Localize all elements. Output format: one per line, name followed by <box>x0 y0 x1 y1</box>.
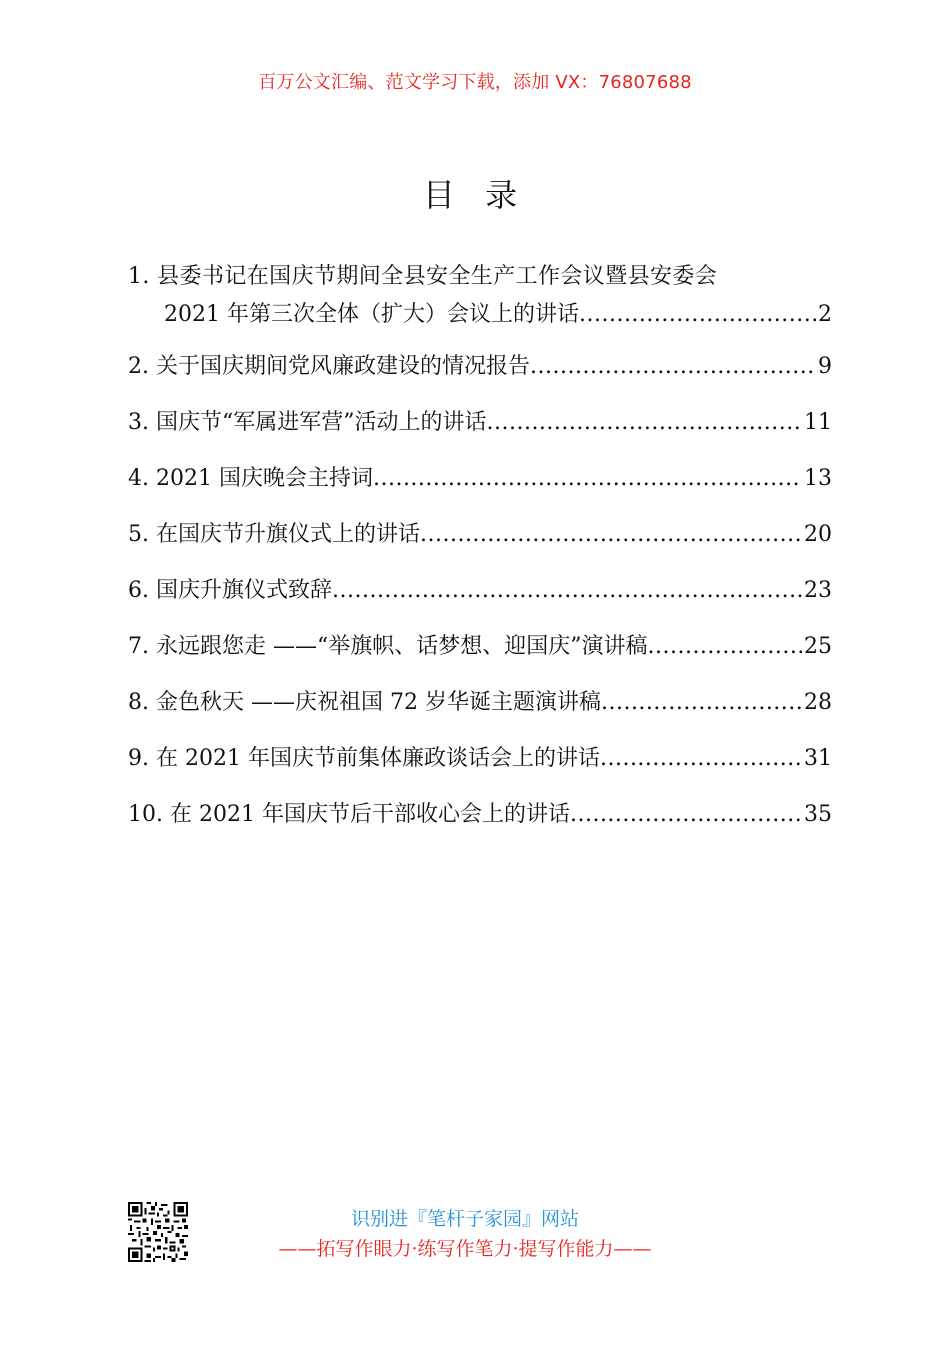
toc-entry[interactable] <box>128 572 832 610</box>
toc-leader-dots <box>420 516 802 554</box>
toc-entry-text: 7. 永远跟您走 ——“举旗帜、话梦想、迎国庆”演讲稿 <box>128 634 648 659</box>
toc-page-number: 23 <box>804 578 832 603</box>
toc-entry-text-line1: 1. 县委书记在国庆节期间全县安全生产工作会议暨县安委会 <box>128 264 718 289</box>
toc-entry-text: 3. 国庆节“军属进军营”活动上的讲话 <box>128 410 487 435</box>
toc-entry-text: 5. 在国庆节升旗仪式上的讲话 <box>128 522 420 547</box>
toc-entry-text: 10. 在 2021 年国庆节后干部收心会上的讲话 <box>128 802 570 827</box>
toc-leader-dots <box>601 684 802 722</box>
footer-slogan: ——拓写作眼力·练写作笔力·提写作能力—— <box>278 1238 652 1260</box>
toc-leader-dots <box>600 740 802 778</box>
toc-page-number: 31 <box>804 746 832 771</box>
toc-entry[interactable] <box>128 404 832 442</box>
toc-entry[interactable] <box>128 628 832 666</box>
toc-entry[interactable] <box>128 740 832 778</box>
toc-entry-text: 9. 在 2021 年国庆节前集体廉政谈话会上的讲话 <box>128 746 600 771</box>
toc-entry[interactable] <box>128 796 832 834</box>
toc-page-number: 25 <box>804 634 832 659</box>
toc-leader-dots <box>486 404 802 442</box>
toc-entry-text: 6. 国庆升旗仪式致辞 <box>128 578 332 603</box>
toc-leader-dots <box>332 572 802 610</box>
toc-page-number: 2 <box>818 302 832 327</box>
toc-page-number: 11 <box>804 410 832 435</box>
toc-page-number: 9 <box>818 354 832 379</box>
toc-page-number: 13 <box>804 466 832 491</box>
toc-entry[interactable] <box>128 348 832 386</box>
toc-entry-text: 4. 2021 国庆晚会主持词 <box>128 466 373 491</box>
footer <box>150 1206 780 1266</box>
toc-leader-dots <box>647 628 802 666</box>
toc-entry-text: 8. 金色秋天 ——庆祝祖国 72 岁华诞主题演讲稿 <box>128 690 601 715</box>
toc-entry[interactable] <box>128 258 832 334</box>
toc-entry[interactable] <box>128 460 832 498</box>
toc-page-number: 20 <box>804 522 832 547</box>
toc-leader-dots <box>579 296 816 334</box>
toc-entry-text: 2. 关于国庆期间党风廉政建设的情况报告 <box>128 354 530 379</box>
toc-page-number: 35 <box>804 802 832 827</box>
header-ad-text: 百万公文汇编、范文学习下载，添加 VX：76807688 <box>258 72 692 93</box>
toc-entry[interactable] <box>128 684 832 722</box>
toc-leader-dots <box>570 796 802 834</box>
toc-title: 目 录 <box>422 176 528 214</box>
toc-leader-dots <box>530 348 816 386</box>
table-of-contents <box>128 258 832 852</box>
toc-leader-dots <box>373 460 802 498</box>
footer-website-text[interactable]: 识别进『笔杆子家园』网站 <box>350 1208 579 1230</box>
toc-page-number: 28 <box>804 690 832 715</box>
toc-entry[interactable] <box>128 516 832 554</box>
toc-entry-text: 2021 年第三次全体（扩大）会议上的讲话 <box>164 302 579 327</box>
